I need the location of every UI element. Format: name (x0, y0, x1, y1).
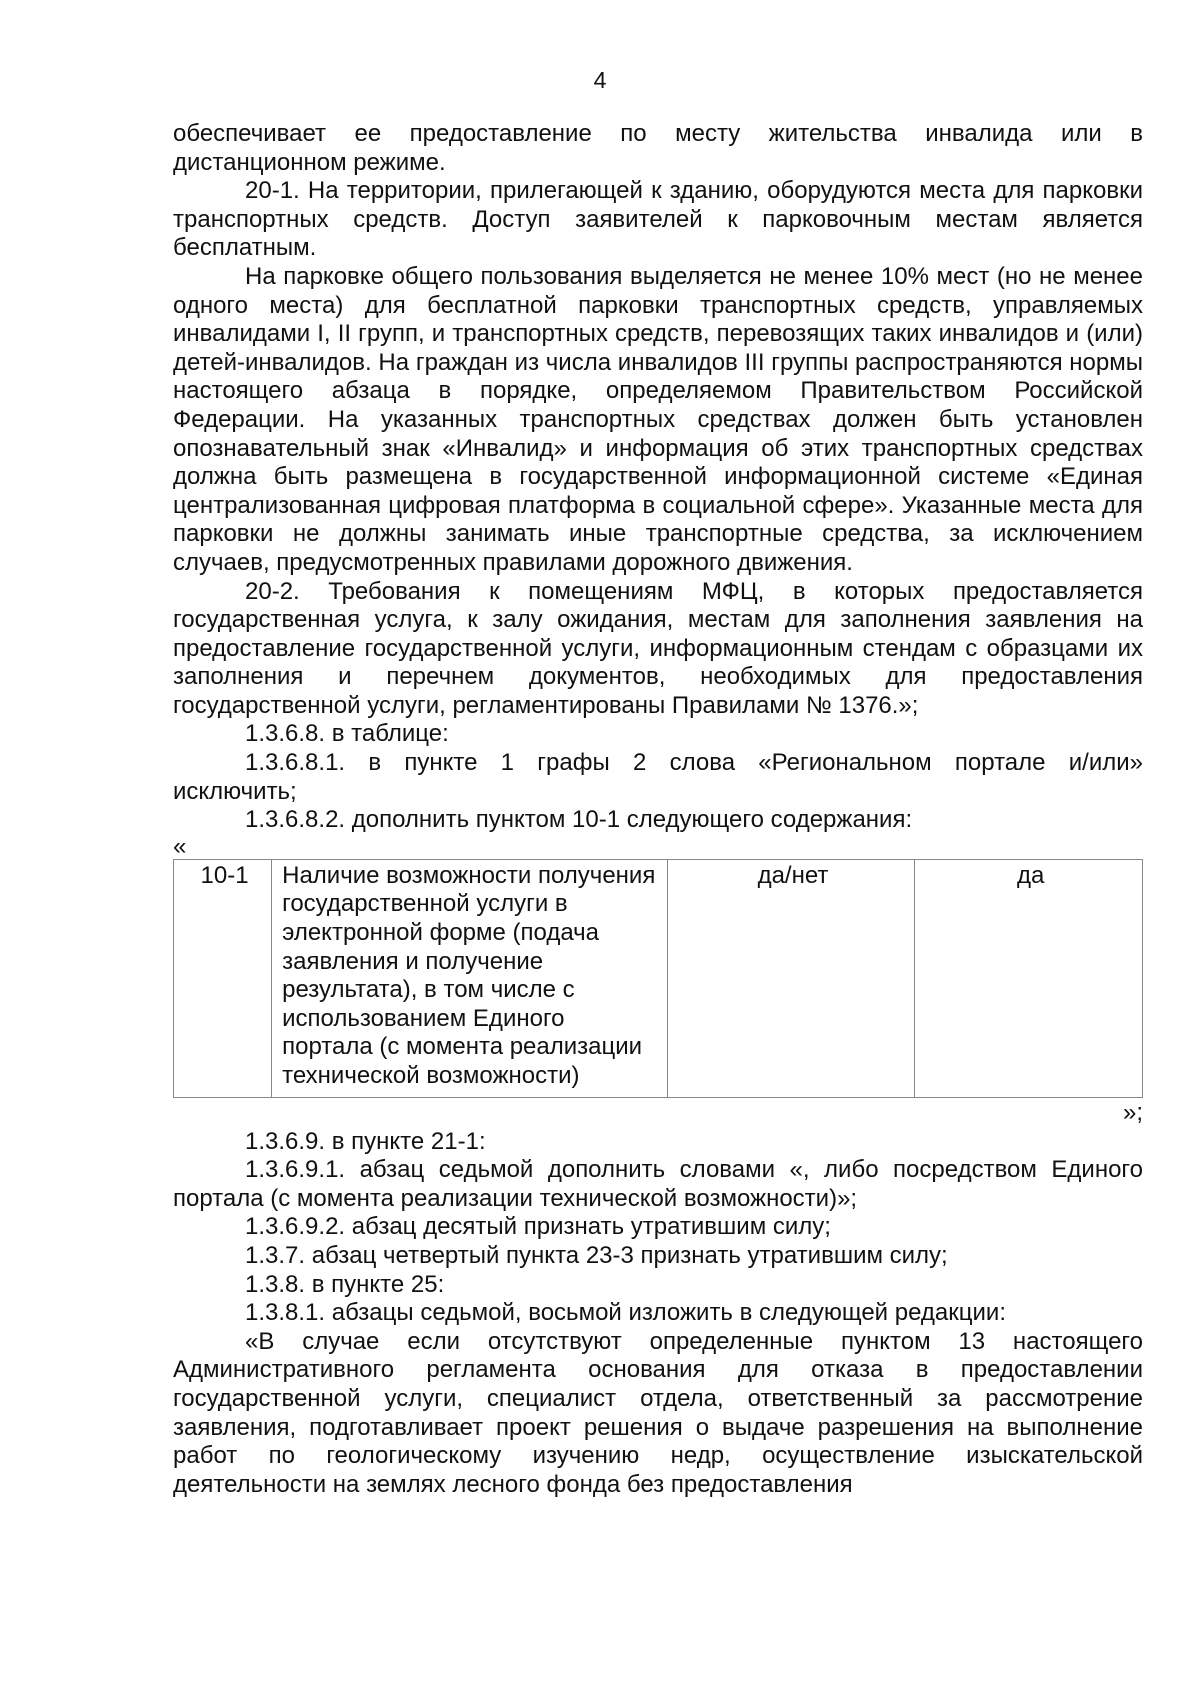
paragraph: 1.3.6.9.2. абзац десятый признать утратившим силу; (245, 1213, 831, 1241)
paragraph: 1.3.6.8. в таблице: (245, 720, 449, 748)
paragraph: 1.3.7. абзац четвертый пункта 23-3 признать утратившим силу; (245, 1241, 948, 1269)
paragraph: На парковке общего пользования выделяется не менее 10% мест (но не менее одного места) для бесплатной парковки транспортных средств, управляемых инвалидами I, II групп, и транспортных средств, перевозящих таких инвалидов и (или) детей-инвалидов. На граждан из числа инвалидов III группы распространяются нормы настоящего абзаца в порядке, определяемом Правительством Российской Федерации. На указанных транспортных средствах должен быть установлен опознавательный знак «Инвалид» и информация об этих транспортных средствах должна быть размещена в государственной информационной системе «Единая централизованная цифровая платформа в социальной сфере». Указанные места для парковки не должны занимать иные транспортные средства, за исключением случаев, предусмотренных правилами дорожного движения. (173, 262, 1143, 576)
paragraph: 20-2. Требования к помещениям МФЦ, в которых предоставляется государственная услуга, к залу ожидания, местам для заполнения заявления на предоставление государственной услуги, информационным стендам с образцами их заполнения и перечнем документов, необходимых для предоставления государственной услуги, регламентированы Правилами № 1376.»; (173, 577, 1143, 719)
opening-quote: « (173, 832, 187, 860)
inserted-table (173, 859, 1143, 1098)
table-row (174, 859, 1143, 1097)
paragraph: 1.3.6.9.1. абзац седьмой дополнить словами «, либо посредством Единого портала (с момента реализации технической возможности)»; (173, 1156, 1143, 1212)
table-cell-number: 10-1 (174, 859, 272, 1097)
paragraph: 1.3.6.8.2. дополнить пунктом 10-1 следующего содержания: (245, 806, 913, 834)
paragraph: 1.3.8. в пункте 25: (245, 1270, 445, 1298)
paragraph: 1.3.6.9. в пункте 21-1: (245, 1127, 486, 1155)
paragraph: обеспечивает ее предоставление по месту жительства инвалида или в дистанционном режиме. (173, 120, 1143, 176)
closing-quote: »; (1122, 1098, 1143, 1126)
paragraph: 1.3.6.8.1. в пункте 1 графы 2 слова «Региональном портале и/или» исключить; (173, 749, 1143, 805)
table-cell-description: Наличие возможности получения государственной услуги в электронной форме (подача заявления и получение результата), в том числе с использованием Единого портала (с момента реализации технической возможности) (272, 859, 667, 1097)
paragraph: «В случае если отсутствуют определенные пунктом 13 настоящего Административного регламента основания для отказа в предоставлении государственной услуги, специалист отдела, ответственный за рассмотрение заявления, подготавливает проект решения о выдаче разрешения на выполнение работ по геологическому изучению недр, осуществление изыскательской деятельности на землях лесного фонда без предоставления (173, 1327, 1143, 1498)
table-cell-value: да (915, 859, 1143, 1097)
paragraph: 1.3.8.1. абзацы седьмой, восьмой изложить в следующей редакции: (245, 1299, 1006, 1327)
document-body (173, 120, 1143, 1499)
table-cell-unit: да/нет (667, 859, 915, 1097)
paragraph: 20-1. На территории, прилегающей к зданию, оборудуются места для парковки транспортных средств. Доступ заявителей к парковочным местам является бесплатным. (173, 177, 1143, 262)
page-number: 4 (593, 67, 607, 93)
